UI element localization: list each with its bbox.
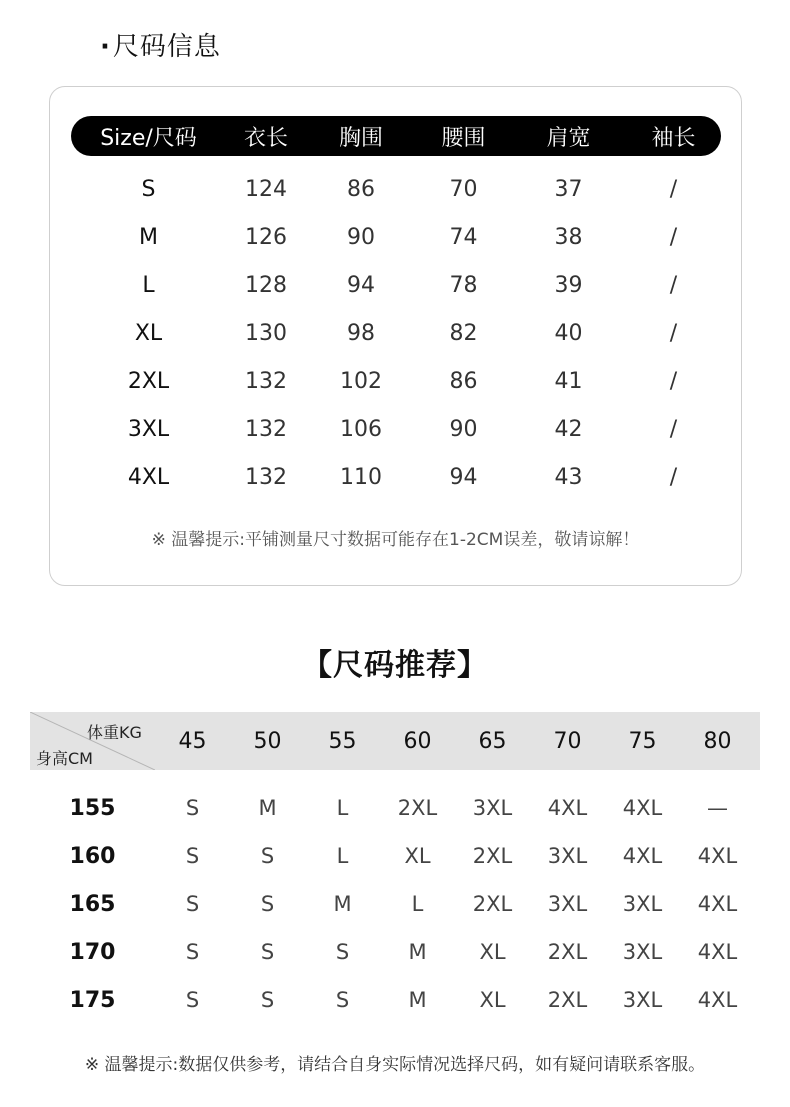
weight-header: 65: [478, 728, 507, 754]
size-table-header: [71, 116, 721, 156]
recommended-size-cell: 4XL: [697, 892, 738, 916]
recommended-size-cell: 2XL: [472, 892, 513, 916]
waist-cell: 78: [449, 272, 478, 298]
recommended-size-cell: 2XL: [547, 988, 588, 1012]
recommended-size-cell: 2XL: [547, 940, 588, 964]
height-cell: 175: [69, 987, 116, 1013]
recommended-size-cell: M: [333, 892, 352, 916]
shoulder-cell: 41: [554, 368, 583, 394]
recommended-size-cell: 2XL: [397, 796, 438, 820]
sleeve-cell: /: [669, 368, 678, 394]
sleeve-cell: /: [669, 224, 678, 250]
size-cell: S: [141, 176, 156, 202]
recommended-size-cell: S: [260, 892, 275, 916]
header-chest: 胸围: [338, 125, 383, 151]
title-dot: ·: [100, 32, 111, 62]
recommended-size-cell: 3XL: [622, 940, 663, 964]
waist-cell: 94: [449, 464, 478, 490]
weight-header: 50: [253, 728, 282, 754]
chest-cell: 90: [347, 224, 375, 250]
header-sleeve: 袖长: [651, 125, 696, 151]
recommended-size-cell: 4XL: [697, 988, 738, 1012]
sleeve-cell: /: [669, 272, 678, 298]
chest-cell: 86: [347, 176, 375, 202]
weight-header: 70: [553, 728, 582, 754]
recommended-size-cell: 3XL: [622, 988, 663, 1012]
recommended-size-cell: S: [185, 988, 200, 1012]
recommended-size-cell: S: [185, 892, 200, 916]
weight-header: 60: [403, 728, 432, 754]
height-cell: 160: [69, 843, 116, 869]
recommendation-note: ※ 温馨提示:数据仅供参考，请结合自身实际情况选择尺码，如有疑问请联系客服。: [84, 1055, 706, 1075]
length-cell: 124: [245, 176, 287, 202]
recommended-size-cell: S: [260, 940, 275, 964]
weight-columns: [155, 712, 760, 770]
table-row: [30, 928, 760, 976]
length-cell: 132: [245, 464, 287, 490]
size-cell: M: [139, 224, 158, 250]
chest-cell: 106: [340, 416, 382, 442]
weight-axis-label: 体重KG: [87, 723, 142, 742]
header-size: Size/尺码: [100, 125, 197, 151]
sleeve-cell: /: [669, 416, 678, 442]
recommended-size-cell: XL: [404, 844, 431, 868]
length-cell: 128: [245, 272, 287, 298]
height-cell: 165: [69, 891, 116, 917]
recommended-size-cell: S: [185, 844, 200, 868]
table-row: [30, 976, 760, 1024]
recommended-size-cell: S: [260, 988, 275, 1012]
table-row: [71, 309, 721, 357]
recommended-size-cell: 3XL: [547, 844, 588, 868]
size-cell: 2XL: [127, 368, 170, 394]
recommended-size-cell: M: [408, 988, 427, 1012]
size-info-title: [100, 26, 221, 63]
corner-diagonal-cell: [30, 712, 155, 770]
recommended-size-cell: XL: [479, 940, 506, 964]
waist-cell: 70: [449, 176, 478, 202]
header-shoulder: 肩宽: [546, 125, 591, 151]
height-cell: 170: [69, 939, 116, 965]
shoulder-cell: 37: [554, 176, 583, 202]
weight-header: 80: [703, 728, 732, 754]
length-cell: 132: [245, 368, 287, 394]
size-info-card: [49, 86, 742, 586]
recommended-size-cell: L: [411, 892, 424, 916]
recommended-size-cell: 4XL: [547, 796, 588, 820]
recommended-size-cell: 4XL: [622, 844, 663, 868]
length-cell: 132: [245, 416, 287, 442]
size-recommendation-title: 【尺码推荐】: [302, 648, 488, 683]
table-row: [71, 453, 721, 501]
recommended-size-cell: —: [707, 796, 728, 820]
recommended-size-cell: S: [185, 940, 200, 964]
recommended-size-cell: 3XL: [622, 892, 663, 916]
measurement-note: ※ 温馨提示:平铺测量尺寸数据可能存在1-2CM误差，敬请谅解！: [151, 530, 640, 550]
table-row: [71, 357, 721, 405]
chest-cell: 102: [340, 368, 382, 394]
height-cell: 155: [69, 795, 116, 821]
recommended-size-cell: L: [336, 844, 349, 868]
size-cell: XL: [134, 320, 163, 346]
chest-cell: 94: [347, 272, 375, 298]
size-cell: 4XL: [127, 464, 170, 490]
chest-cell: 98: [347, 320, 375, 346]
shoulder-cell: 39: [554, 272, 583, 298]
header-length: 衣长: [243, 125, 288, 151]
header-waist: 腰围: [441, 125, 486, 151]
recommended-size-cell: S: [185, 796, 200, 820]
table-row: [30, 832, 760, 880]
table-row: [71, 261, 721, 309]
waist-cell: 86: [449, 368, 478, 394]
shoulder-cell: 40: [554, 320, 583, 346]
size-cell: L: [142, 272, 155, 298]
waist-cell: 82: [449, 320, 478, 346]
weight-header: 55: [328, 728, 357, 754]
shoulder-cell: 38: [554, 224, 583, 250]
recommended-size-cell: M: [408, 940, 427, 964]
length-cell: 126: [245, 224, 287, 250]
shoulder-cell: 42: [554, 416, 583, 442]
table-row: [30, 880, 760, 928]
recommended-size-cell: 3XL: [472, 796, 513, 820]
recommended-size-cell: M: [258, 796, 277, 820]
table-row: [30, 784, 760, 832]
sleeve-cell: /: [669, 464, 678, 490]
recommended-size-cell: S: [335, 988, 350, 1012]
recommendation-header: [30, 712, 760, 770]
recommended-size-cell: 2XL: [472, 844, 513, 868]
recommended-size-cell: 4XL: [697, 844, 738, 868]
recommended-size-cell: 4XL: [622, 796, 663, 820]
height-axis-label: 身高CM: [36, 749, 93, 768]
waist-cell: 74: [449, 224, 478, 250]
sleeve-cell: /: [669, 320, 678, 346]
table-row: [71, 213, 721, 261]
length-cell: 130: [245, 320, 287, 346]
recommended-size-cell: XL: [479, 988, 506, 1012]
table-row: [71, 405, 721, 453]
weight-header: 45: [178, 728, 207, 754]
shoulder-cell: 43: [554, 464, 583, 490]
sleeve-cell: /: [669, 176, 678, 202]
size-info-title-text: 尺码信息: [112, 32, 221, 62]
recommended-size-cell: S: [260, 844, 275, 868]
recommended-size-cell: L: [336, 796, 349, 820]
recommended-size-cell: 4XL: [697, 940, 738, 964]
weight-header: 75: [628, 728, 657, 754]
table-row: [71, 165, 721, 213]
chest-cell: 110: [340, 464, 382, 490]
recommended-size-cell: 3XL: [547, 892, 588, 916]
recommended-size-cell: S: [335, 940, 350, 964]
size-cell: 3XL: [127, 416, 170, 442]
waist-cell: 90: [449, 416, 478, 442]
